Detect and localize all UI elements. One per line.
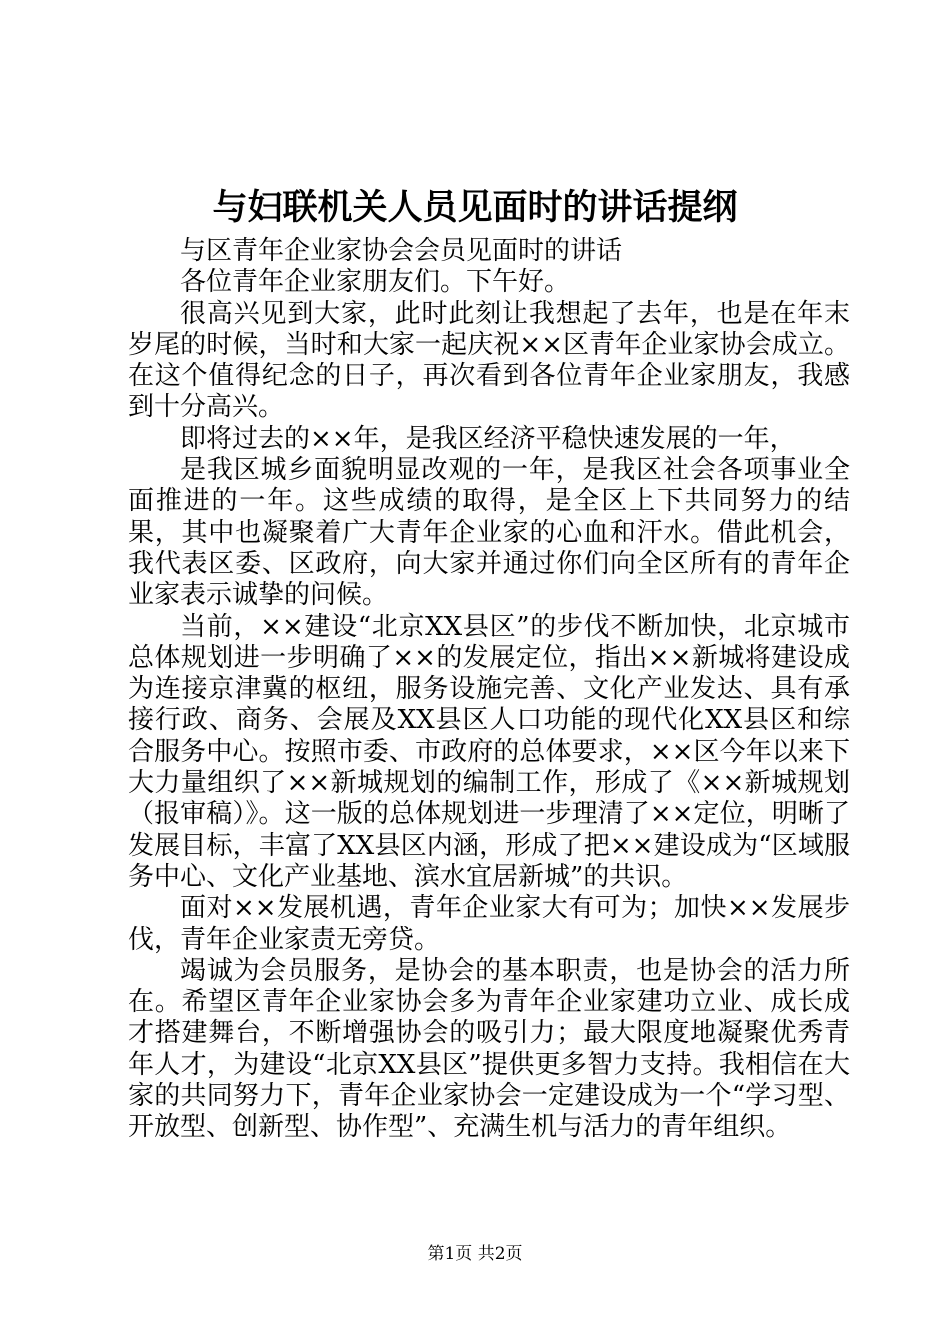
document-body [128, 236, 850, 1144]
paragraph-planning: 当前，××建设“北京XX县区”的步伐不断加快，北京城市总体规划进一步明确了××的发展定位，指出××新城将建设成为连接京津冀的枢纽，服务设施完善、文化产业发达、具有承接行政、商务、会展及XX县区人口功能的现代化XX县区和综合服务中心。按照市委、市政府的总体要求，××区今年以来下大力量组织了××新城规划的编制工作，形成了《××新城规划（报审稿）》。这一版的总体规划进一步理清了××定位，明晰了发展目标，丰富了XX县区内涵，形成了把××建设成为“区域服务中心、文化产业基地、滨水宜居新城”的共识。 [128, 611, 850, 892]
paragraph-greeting: 各位青年企业家朋友们。下午好。 [180, 267, 571, 298]
paragraph-opening: 很高兴见到大家，此时此刻让我想起了去年，也是在年末岁尾的时候，当时和大家一起庆祝××区青年企业家协会成立。在这个值得纪念的日子，再次看到各位青年企业家朋友，我感到十分高兴。 [128, 298, 850, 423]
paragraph-service: 竭诚为会员服务，是协会的基本职责，也是协会的活力所在。希望区青年企业家协会多为青年企业家建功立业、成长成才搭建舞台，不断增强协会的吸引力；最大限度地凝聚优秀青年人才，为建设“北京XX县区”提供更多智力支持。我相信在大家的共同努力下，青年企业家协会一定建设成为一个“学习型、开放型、创新型、协作型”、充满生机与活力的青年组织。 [128, 955, 850, 1143]
paragraph-speech-subtitle: 与区青年企业家协会会员见面时的讲话 [180, 236, 623, 266]
paragraph-past-year: 即将过去的××年，是我区经济平稳快速发展的一年， [180, 423, 796, 454]
page-number-footer: 第1页 共2页 [427, 1244, 523, 1264]
document-title: 与妇联机关人员见面时的讲话提纲 [212, 187, 738, 228]
paragraph-opportunity: 面对××发展机遇，青年企业家大有可为；加快××发展步伐，青年企业家责无旁贷。 [128, 893, 850, 955]
paragraph-achievements: 是我区城乡面貌明显改观的一年，是我区社会各项事业全面推进的一年。这些成绩的取得，是全区上下共同努力的结果，其中也凝聚着广大青年企业家的心血和汗水。借此机会，我代表区委、区政府，向大家并通过你们向全区所有的青年企业家表示诚挚的问候。 [128, 455, 850, 611]
